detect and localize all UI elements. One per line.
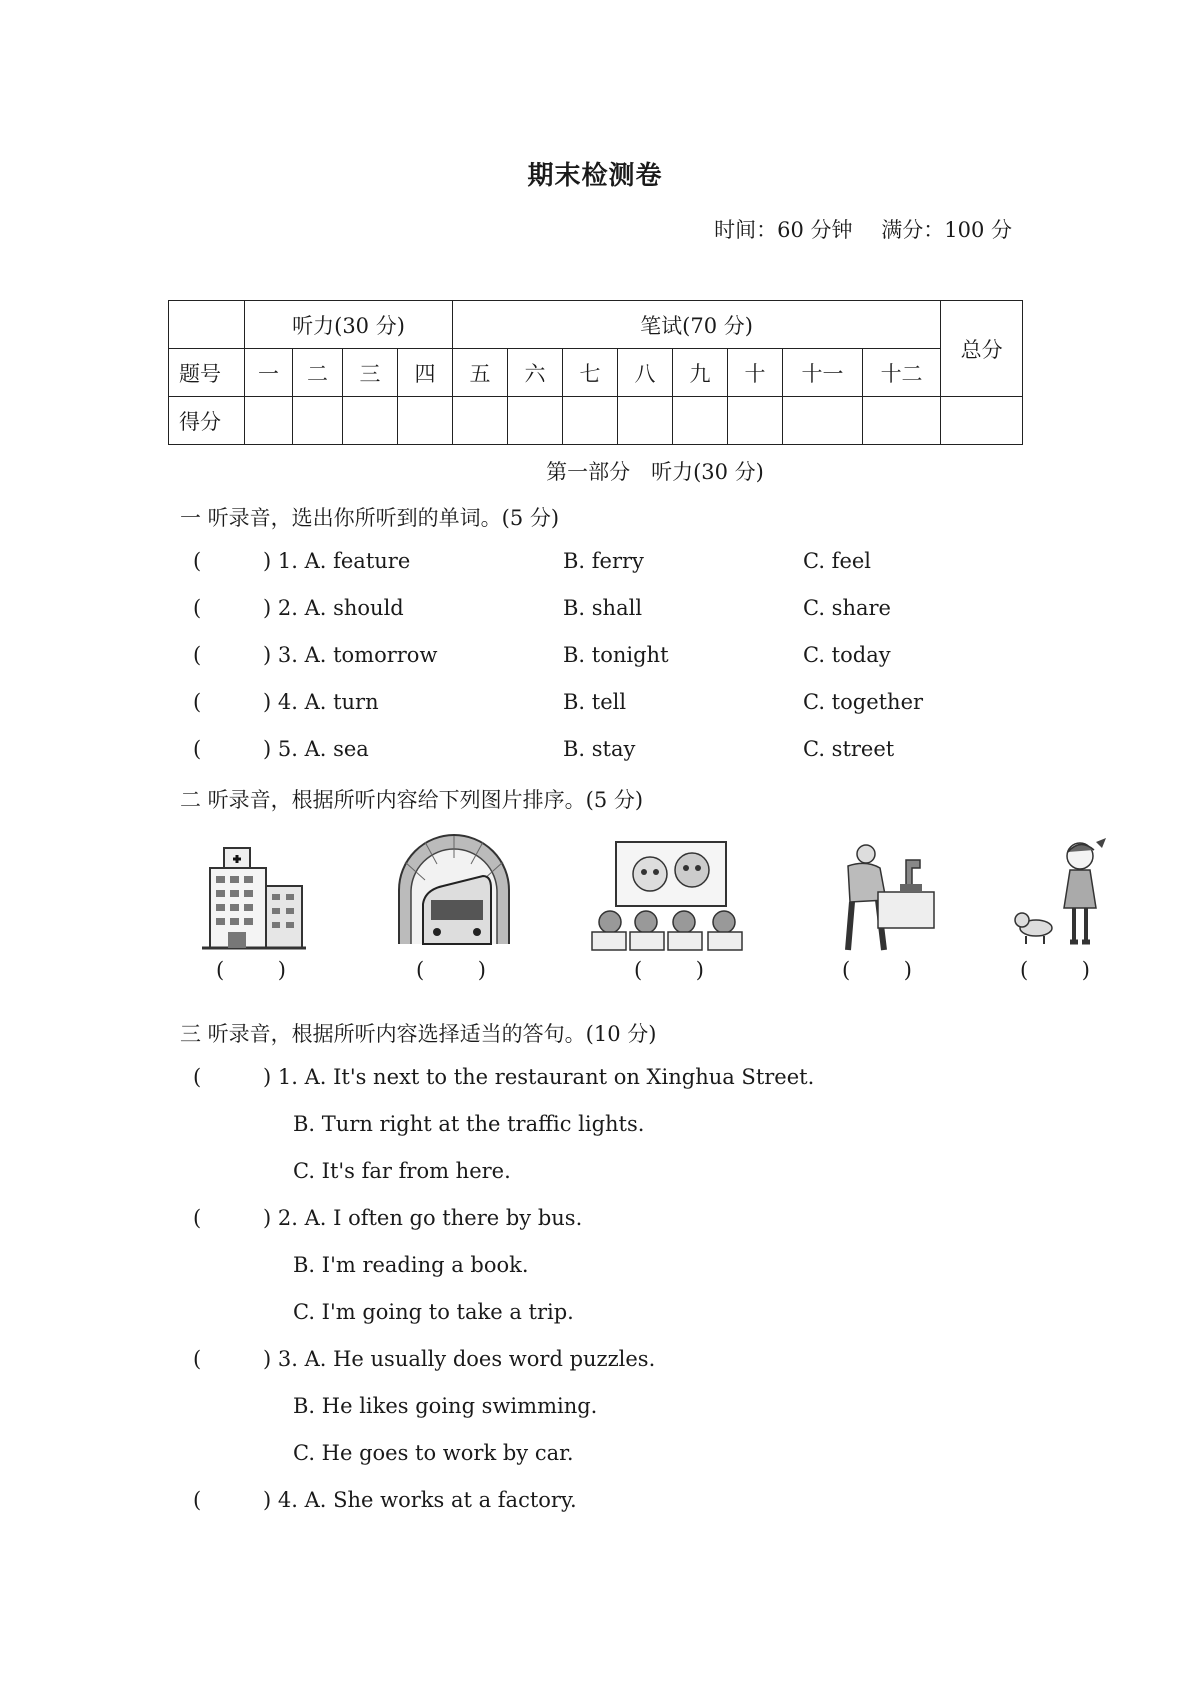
total-score-cell[interactable] [941, 397, 1023, 445]
option-c: C. today [803, 643, 891, 667]
full-score: 满分：100 分 [881, 218, 1012, 242]
q-number: 十一 [783, 349, 863, 397]
corner-cell [169, 301, 245, 349]
option-c: C. He goes to work by car. [293, 1441, 574, 1465]
option-b: B. stay [563, 737, 636, 761]
score-cell[interactable] [728, 397, 783, 445]
option-b: B. tonight [563, 643, 669, 667]
cinema-icon [588, 838, 753, 953]
option-a: ) 5. A. sea [263, 737, 369, 761]
section-3-heading: 三 听录音，根据所听内容选择适当的答句。(10 分) [180, 1022, 657, 1046]
answer-blank[interactable]: ( [193, 643, 202, 667]
score-cell[interactable] [563, 397, 618, 445]
option-b: B. shall [563, 596, 643, 620]
q-number: 十 [728, 349, 783, 397]
q-number: 六 [508, 349, 563, 397]
order-blank[interactable]: ( ) [416, 958, 486, 982]
listening-header: 听力(30 分) [245, 301, 453, 349]
score-label: 得分 [169, 397, 245, 445]
score-cell[interactable] [783, 397, 863, 445]
q-number: 一 [245, 349, 293, 397]
option-b: B. Turn right at the traffic lights. [293, 1112, 645, 1136]
q-number: 四 [398, 349, 453, 397]
order-blank[interactable]: ( ) [842, 958, 912, 982]
option-a: ) 2. A. should [263, 596, 404, 620]
answer-blank[interactable]: ( [193, 737, 202, 761]
time-limit: 时间：60 分钟 [714, 218, 853, 242]
score-cell[interactable] [508, 397, 563, 445]
option-b: B. I'm reading a book. [293, 1253, 529, 1277]
score-cell[interactable] [245, 397, 293, 445]
score-cell[interactable] [863, 397, 941, 445]
section-2-heading: 二 听录音，根据所听内容给下列图片排序。(5 分) [180, 788, 644, 812]
answer-blank[interactable]: ( [193, 690, 202, 714]
option-a: ) 3. A. He usually does word puzzles. [263, 1347, 656, 1371]
hospital-icon [202, 838, 306, 953]
order-blank[interactable]: ( ) [1020, 958, 1090, 982]
score-cell[interactable] [453, 397, 508, 445]
page-title: 期末检测卷 [527, 161, 663, 191]
answer-blank[interactable]: ( [193, 596, 202, 620]
answer-blank[interactable]: ( [193, 1347, 202, 1371]
option-c: C. share [803, 596, 891, 620]
option-c: C. together [803, 690, 924, 714]
score-cell[interactable] [618, 397, 673, 445]
option-c: C. It's far from here. [293, 1159, 511, 1183]
part-title: 第一部分 听力(30 分) [546, 460, 764, 484]
option-a: ) 3. A. tomorrow [263, 643, 438, 667]
q-number: 七 [563, 349, 618, 397]
train-tunnel-icon [395, 832, 513, 947]
option-a: ) 1. A. feature [263, 549, 411, 573]
answer-blank[interactable]: ( [193, 1065, 202, 1089]
score-cell[interactable] [293, 397, 343, 445]
answer-blank[interactable]: ( [193, 1488, 202, 1512]
q-number: 五 [453, 349, 508, 397]
option-a: ) 4. A. turn [263, 690, 379, 714]
total-header: 总分 [941, 301, 1023, 397]
q-number: 九 [673, 349, 728, 397]
written-header: 笔试(70 分) [453, 301, 941, 349]
option-a: ) 1. A. It's next to the restaurant on Xinghua Street. [263, 1065, 815, 1089]
option-a: ) 2. A. I often go there by bus. [263, 1206, 583, 1230]
section-1-heading: 一 听录音，选出你所听到的单词。(5 分) [180, 506, 560, 530]
scientist-icon [828, 840, 936, 955]
option-c: C. feel [803, 549, 872, 573]
q-number: 八 [618, 349, 673, 397]
score-cell[interactable] [673, 397, 728, 445]
order-blank[interactable]: ( ) [216, 958, 286, 982]
option-c: C. I'm going to take a trip. [293, 1300, 574, 1324]
q-number: 十二 [863, 349, 941, 397]
answer-blank[interactable]: ( [193, 549, 202, 573]
exam-meta [714, 214, 1012, 244]
option-b: B. tell [563, 690, 627, 714]
option-b: B. He likes going swimming. [293, 1394, 598, 1418]
order-blank[interactable]: ( ) [634, 958, 704, 982]
q-number: 三 [343, 349, 398, 397]
score-table [168, 300, 1023, 445]
question-number-label: 题号 [169, 349, 245, 397]
option-b: B. ferry [563, 549, 644, 573]
girl-with-dog-icon [1010, 836, 1110, 951]
score-cell[interactable] [343, 397, 398, 445]
option-c: C. street [803, 737, 895, 761]
q-number: 二 [293, 349, 343, 397]
score-cell[interactable] [398, 397, 453, 445]
answer-blank[interactable]: ( [193, 1206, 202, 1230]
option-a: ) 4. A. She works at a factory. [263, 1488, 577, 1512]
